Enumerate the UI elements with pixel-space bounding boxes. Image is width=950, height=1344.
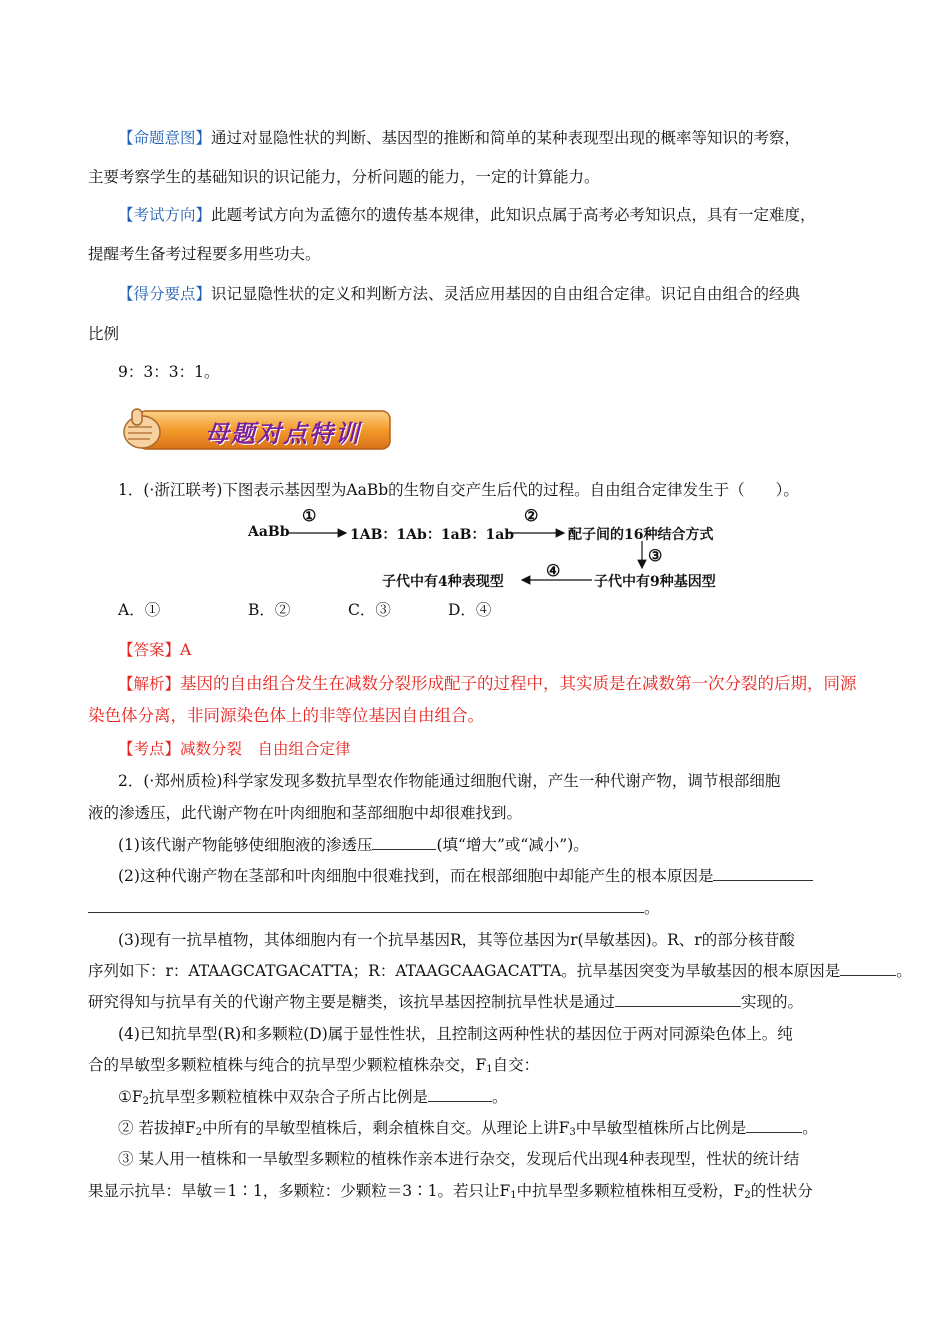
q1-topic xyxy=(118,739,898,759)
q2-sub-3-line-2 xyxy=(88,1181,868,1206)
sub3-sub2: 2 xyxy=(744,1190,751,1201)
sub2-d: 。 xyxy=(802,1119,818,1137)
part3-text-c: 研究得知与抗旱有关的代谢产物主要是糖类，该抗旱基因控制抗旱性状是通过 xyxy=(88,993,616,1011)
option-b: B．② xyxy=(248,601,291,619)
part2-blank-b[interactable] xyxy=(88,898,644,913)
q2-sub-1 xyxy=(118,1087,898,1112)
points-text-1: 识记显隐性状的定义和判断方法、灵活应用基因的自由组合定律。识记自由组合的经典 xyxy=(211,285,801,303)
explain-text-1: 基因的自由组合发生在减数分裂形成配子的过程中，其实质是在减数第一次分裂的后期，同源 xyxy=(180,674,857,693)
node-gametes: 1AB：1Ab：1aB：1ab xyxy=(350,527,515,543)
sub3-sub: 1 xyxy=(510,1190,517,1201)
sub2-b: 中所有的旱敏型植株后，剩余植株自交。从理论上讲F xyxy=(202,1119,570,1137)
q2-sub-3-line-1: ③ 某人用一植株和一旱敏型多颗粒的植株作亲本进行杂交，发现后代出现4种表现型，性状的统计结 xyxy=(118,1150,800,1168)
points-line-2: 比例 xyxy=(88,325,120,343)
part1-text-b: (填“增大”或“减小”)。 xyxy=(436,836,589,854)
q2-part-2-cont xyxy=(88,898,868,918)
points-line-1 xyxy=(118,284,898,304)
points-label: 【得分要点】 xyxy=(118,285,212,303)
node-aabb: AaBb xyxy=(248,524,290,540)
sub3-c: 的性状分 xyxy=(750,1182,813,1200)
explain-label: 【解析】 xyxy=(118,675,181,693)
q1-explain-line-1 xyxy=(118,674,898,694)
part2-blank-a[interactable] xyxy=(713,866,813,881)
q2-stem-line-2: 液的渗透压，此代谢产物在叶肉细胞和茎部细胞中却很难找到。 xyxy=(88,804,523,822)
q1-answer xyxy=(118,640,898,660)
part4-text-a: 合的旱敏型多颗粒植株与纯合的抗旱型少颗粒植株杂交，F xyxy=(88,1056,487,1074)
q1-flow-diagram xyxy=(240,508,740,594)
answer-value: A xyxy=(180,641,192,659)
sub1-b: 抗旱型多颗粒植株中双杂合子所占比例是 xyxy=(149,1088,429,1106)
q1-options xyxy=(118,600,898,620)
part4-sub: 1 xyxy=(486,1064,493,1075)
part3-text-b: 。 xyxy=(896,962,912,980)
direction-label: 【考试方向】 xyxy=(118,206,212,224)
part4-text-b: 自交： xyxy=(492,1056,540,1074)
node-genotypes: 子代中有9种基因型 xyxy=(594,574,716,590)
sub1-blank[interactable] xyxy=(428,1087,492,1102)
sub3-a: 果显示抗旱：旱敏＝1∶1，多颗粒：少颗粒＝3∶1。若只让F xyxy=(88,1182,511,1200)
sub2-sub2: 3 xyxy=(569,1127,576,1138)
node-combinations: 配子间的16种结合方式 xyxy=(568,527,714,543)
step-4-label: ④ xyxy=(546,561,561,580)
part3-blank-b[interactable] xyxy=(615,992,741,1007)
option-c: C．③ xyxy=(348,601,391,619)
q2-part-2 xyxy=(118,866,898,886)
sub3-b: 中抗旱型多颗粒植株相互受粉，F xyxy=(516,1182,745,1200)
node-phenotypes: 子代中有4种表现型 xyxy=(382,574,504,590)
step-3-label: ③ xyxy=(648,546,663,565)
topic-label: 【考点】 xyxy=(118,740,181,758)
sub2-sub: 2 xyxy=(195,1127,203,1138)
direction-text-1: 此题考试方向为孟德尔的遗传基本规律，此知识点属于高考必考知识点，具有一定难度， xyxy=(211,206,816,224)
answer-label: 【答案】 xyxy=(118,641,181,659)
sub2-blank[interactable] xyxy=(746,1118,802,1133)
q2-part-1 xyxy=(118,835,898,855)
part2-text: (2)这种代谢产物在茎部和叶肉细胞中很难找到，而在根部细胞中却能产生的根本原因是 xyxy=(118,867,714,885)
part3-text-a: 序列如下：r：ATAAGCATGACATTA；R：ATAAGCAAGACATTA。抗旱基因突变为旱敏基因的根本原因是 xyxy=(88,962,841,980)
q2-part-3-line-1: (3)现有一抗旱植物，其体细胞内有一个抗旱基因R，其等位基因为r(旱敏基因)。R、r的部分核苷酸 xyxy=(118,931,795,949)
part3-text-d: 实现的。 xyxy=(741,993,804,1011)
q2-part-4-line-1: (4)已知抗旱型(R)和多颗粒(D)属于显性性状，且控制这两种性状的基因位于两对同源染色体上。纯 xyxy=(118,1025,793,1043)
intent-line-1 xyxy=(118,128,898,148)
q2-part-4-line-2 xyxy=(88,1055,868,1080)
topic-value: 减数分裂 自由组合定律 xyxy=(180,740,351,758)
sub1-c: 。 xyxy=(492,1088,508,1106)
explain-text-2: 染色体分离，非同源染色体上的非等位基因自由组合。 xyxy=(88,706,484,725)
banner-title: 母题对点特训 xyxy=(205,419,361,448)
q2-stem-line-1: 2．(·郑州质检)科学家发现多数抗旱型农作物能通过细胞代谢，产生一种代谢产物，调节根部细胞 xyxy=(118,772,781,790)
q2-sub-2 xyxy=(118,1118,898,1143)
sub1-a: ①F xyxy=(118,1088,143,1106)
sub2-a: ② 若拔掉F xyxy=(118,1119,196,1137)
intent-line-2: 主要考察学生的基础知识的识记能力，分析问题的能力，一定的计算能力。 xyxy=(88,168,600,186)
step-1-label: ① xyxy=(302,506,317,525)
intent-label: 【命题意图】 xyxy=(118,129,212,147)
direction-line-2: 提醒考生备考过程要多用些功夫。 xyxy=(88,245,321,263)
q1-stem: 1．(·浙江联考)下图表示基因型为AaBb的生物自交产生后代的过程。自由组合定律发生于（ ）。 xyxy=(118,481,799,499)
option-a: A．① xyxy=(118,601,161,619)
part3-blank-a[interactable] xyxy=(840,961,896,976)
intent-text-1: 通过对显隐性状的判断、基因型的推断和简单的某种表现型出现的概率等知识的考察， xyxy=(211,129,801,147)
points-line-3: 9：3：3：1。 xyxy=(118,363,220,381)
sub1-sub: 2 xyxy=(142,1096,150,1107)
q2-part-3-line-2 xyxy=(88,961,912,981)
step-2-label: ② xyxy=(524,506,539,525)
q2-part-3-line-3 xyxy=(88,992,868,1012)
part2-end: 。 xyxy=(644,899,660,917)
option-d: D．④ xyxy=(448,601,492,619)
part1-blank[interactable] xyxy=(372,835,436,850)
sub2-c: 中旱敏型植株所占比例是 xyxy=(575,1119,747,1137)
direction-line-1 xyxy=(118,205,898,225)
part1-text-a: (1)该代谢产物能够使细胞液的渗透压 xyxy=(118,836,373,854)
section-banner xyxy=(118,405,393,453)
q1-explain-line-2 xyxy=(88,706,868,726)
